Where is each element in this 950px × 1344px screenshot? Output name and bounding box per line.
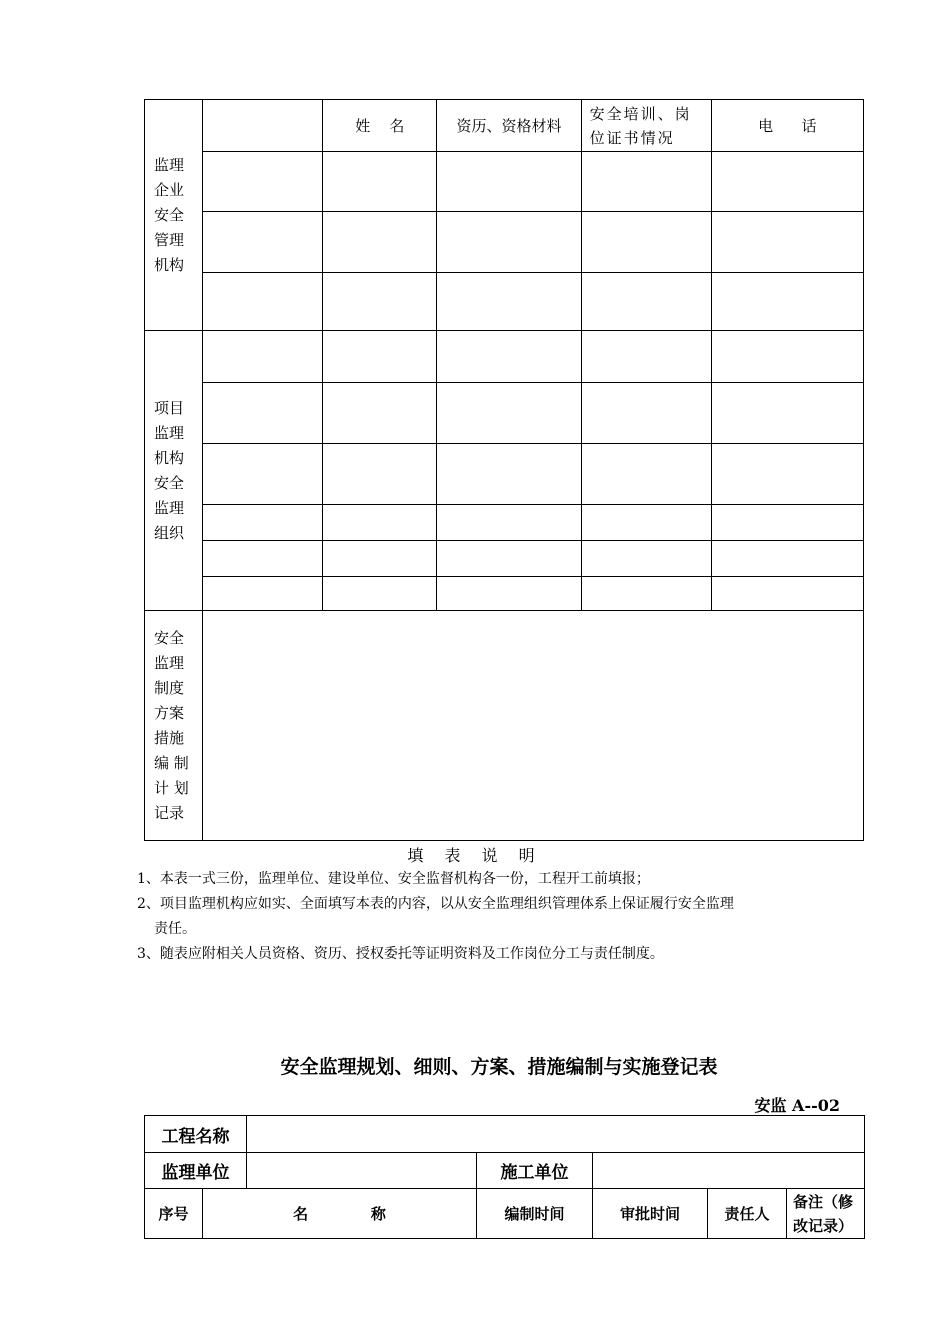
section-label-plan-records: [145, 611, 203, 841]
table-row: [145, 383, 864, 444]
section-label-line: 安全: [154, 205, 185, 224]
note-line-3: 3、随表应附相关人员资格、资历、授权委托等证明资料及工作岗位分工与责任制度。: [137, 946, 664, 962]
header-name: 姓 名: [323, 100, 437, 152]
column-approve-time: 审批时间: [593, 1189, 708, 1239]
project-name-field[interactable]: [247, 1116, 865, 1153]
section-label-line: 编 制: [154, 753, 189, 772]
section-label-line: 安全: [154, 473, 185, 492]
note-line-2-continued: 责任。: [154, 921, 196, 937]
table-row: [145, 273, 864, 331]
section-label-line: 制度: [154, 678, 185, 697]
table-row: [145, 541, 864, 577]
contractor-unit-field[interactable]: [593, 1153, 865, 1189]
section-label-line: 机构: [154, 255, 185, 274]
table-row: [145, 152, 864, 212]
section-label-line: 计 划: [154, 778, 189, 797]
section-label-line: 安全: [154, 628, 185, 647]
section-label-line: 企业: [154, 180, 185, 199]
header-qualification: 资历、资格材料: [437, 100, 581, 152]
section-label-line: 监理: [154, 498, 185, 517]
column-name: 名 称: [203, 1189, 477, 1239]
table-row: [145, 577, 864, 611]
supervisor-unit-label: 监理单位: [145, 1153, 247, 1189]
header-training: 安全培训、岗位证书情况: [581, 100, 711, 152]
header-blank-cell: [203, 100, 323, 152]
column-remarks: 备注（修改记录）: [787, 1189, 865, 1239]
table-row: [145, 505, 864, 541]
supervisor-unit-field[interactable]: [247, 1153, 477, 1189]
note-line-1: 1、本表一式三份，监理单位、建设单位、安全监督机构各一份，工程开工前填报；: [137, 871, 650, 887]
form-title: 安全监理规划、细则、方案、措施编制与实施登记表: [280, 1056, 718, 1078]
section-label-line: 监理: [154, 155, 185, 174]
section-label-project: [145, 331, 203, 611]
form-code: 安监 A--02: [754, 1096, 840, 1115]
section-label-line: 项目: [154, 398, 185, 417]
note-line-2: 2、项目监理机构应如实、全面填写本表的内容，以从安全监理组织管理体系上保证履行安全监理: [137, 896, 734, 912]
plan-records-content: [203, 611, 864, 841]
section-label-line: 监理: [154, 423, 185, 442]
table-row: [145, 331, 864, 383]
safety-organization-table: [144, 99, 864, 841]
section-label-line: 方案: [154, 703, 185, 722]
notes-title: 填 表 说 明: [407, 846, 543, 865]
section-label-line: 机构: [154, 448, 185, 467]
section-label-line: 监理: [154, 653, 185, 672]
table-row: [145, 212, 864, 273]
header-phone: 电 话: [711, 100, 863, 152]
column-compile-time: 编制时间: [477, 1189, 593, 1239]
table-row: [145, 444, 864, 505]
registration-table: [144, 1115, 865, 1239]
column-seq: 序号: [145, 1189, 203, 1239]
section-label-line: 组织: [154, 523, 185, 542]
section-label-line: 措施: [154, 728, 185, 747]
section-label-line: 记录: [154, 803, 185, 822]
project-name-label: 工程名称: [145, 1116, 247, 1153]
section-label-line: 管理: [154, 230, 185, 249]
section-label-enterprise: [145, 100, 203, 331]
table-row: [145, 611, 864, 841]
column-responsible: 责任人: [708, 1189, 787, 1239]
contractor-unit-label: 施工单位: [477, 1153, 593, 1189]
